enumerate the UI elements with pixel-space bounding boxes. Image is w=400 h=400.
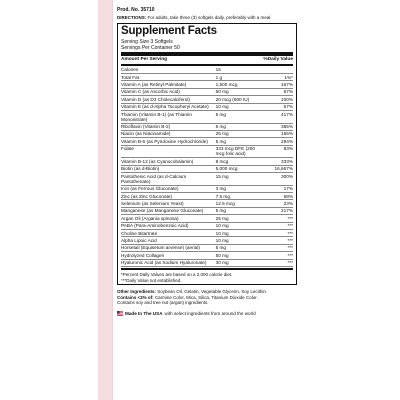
- made-in-text: with select ingredients from around the world: [164, 311, 256, 317]
- facts-title: Supplement Facts: [121, 24, 217, 37]
- nutrient-daily-value: ***: [255, 244, 293, 251]
- nutrient-daily-value: 17%: [255, 185, 293, 192]
- nutrient-row: [121, 259, 293, 266]
- nutrient-row: [121, 173, 293, 186]
- nutrient-amount: 10 mg: [216, 103, 256, 110]
- bottom-divider: [121, 268, 293, 270]
- allergen-note: Contains soy and tree nut (argan) ingredients.: [117, 299, 209, 305]
- nutrient-daily-value: 67%: [255, 103, 293, 110]
- nutrient-amount: 25 mg: [216, 215, 256, 222]
- nutrient-row: [121, 123, 293, 130]
- contains-label: Contains <2% of:: [117, 294, 154, 300]
- nutrient-amount: 20 mcg (800 IU): [216, 96, 256, 103]
- nutrient-row: [121, 81, 293, 88]
- nutrient-daily-value: 83%: [255, 145, 293, 158]
- mid-divider: [121, 64, 293, 66]
- nutrient-daily-value: ***: [255, 259, 293, 266]
- directions-label: DIRECTIONS:: [117, 14, 147, 20]
- nutrient-name: Thiamin (Vitamin B-1) (as Thiamin Mononitrate): [121, 110, 216, 123]
- nutrient-daily-value: ***: [255, 252, 293, 259]
- nutrient-name: Folate: [121, 145, 216, 158]
- nutrient-row: [121, 73, 293, 80]
- nutrient-amount: 3 mg: [216, 185, 256, 192]
- nutrient-amount: 5,000 mcg: [216, 165, 256, 172]
- nutrient-amount: 12.5 mcg: [216, 200, 256, 207]
- directions: [117, 15, 297, 20]
- footnote-daily-values: *Percent Daily Values are based on a 2,000 calorie diet.: [121, 271, 233, 277]
- left-margin: [0, 0, 98, 400]
- nutrient-row: [121, 130, 293, 137]
- nutrient-daily-value: 1%*: [255, 73, 293, 80]
- nutrient-row: [121, 193, 293, 200]
- nutrient-row: [121, 244, 293, 251]
- nutrient-name: Argan Oil (Argania spinosa): [121, 215, 216, 222]
- nutrient-amount: 333 mcg DFE (200 mcg folic acid): [215, 146, 255, 157]
- nutrient-daily-value: 67%: [255, 88, 293, 95]
- nutrient-daily-value: 417%: [255, 110, 293, 123]
- right-margin: [301, 0, 400, 400]
- nutrient-table: [121, 67, 293, 267]
- nutrient-row: [121, 96, 293, 103]
- nutrient-amount: 5 mg: [216, 138, 256, 145]
- nutrient-daily-value: 385%: [255, 123, 293, 130]
- directions-text: For adults, take three (3) softgels daily, preferably with a meal.: [147, 14, 272, 20]
- nutrient-amount: 5 mg: [216, 207, 256, 214]
- nutrient-amount: 15: [216, 67, 256, 74]
- supplement-label: [112, 0, 302, 400]
- nutrient-daily-value: ***: [255, 237, 293, 244]
- nutrient-daily-value: 294%: [255, 138, 293, 145]
- nutrient-name: Vitamin D (as D3 Cholecalciferol): [121, 96, 216, 103]
- made-in-usa: [117, 311, 297, 316]
- nutrient-amount: 7.5 mg: [216, 193, 256, 200]
- nutrient-amount: 1 g: [216, 73, 256, 80]
- nutrient-row: [121, 110, 293, 123]
- servings-per-container: Servings Per Container 50: [121, 44, 180, 51]
- usa-flag-icon: [117, 311, 123, 316]
- serving-size: Serving Size 3 Softgels: [121, 38, 173, 45]
- product-number: Prod. No. 35710: [117, 7, 155, 13]
- nutrient-name: Vitamin C (as Ascorbic Acid): [121, 88, 216, 95]
- nutrient-amount: 5 mg: [216, 110, 256, 123]
- nutrient-amount: 10 mg: [216, 229, 256, 236]
- nutrient-row: [121, 215, 293, 222]
- nutrient-daily-value: 300%: [255, 173, 293, 186]
- nutrient-name: Vitamin A (as Retinyl Palmitate): [121, 81, 216, 88]
- other-ingredients-text: Soybean Oil, Gelatin, Vegetable Glycerin, Soy Lecithin.: [157, 289, 268, 295]
- nutrient-row: [121, 252, 293, 259]
- nutrient-row: [121, 229, 293, 236]
- other-ingredients-label: Other Ingredients:: [117, 289, 157, 295]
- nutrient-name: Alpha Lipoic Acid: [121, 237, 216, 244]
- nutrient-row: [121, 207, 293, 214]
- nutrient-row: [121, 67, 293, 74]
- nutrient-amount: 1,500 mcg: [216, 81, 256, 88]
- nutrient-daily-value: 16,667%: [255, 165, 293, 172]
- nutrient-name: Total Fat: [121, 73, 216, 80]
- nutrient-amount: 50 mg: [216, 252, 256, 259]
- nutrient-name: Horsetail (Equisetum arvense) (aerial): [121, 244, 216, 251]
- nutrient-row: [121, 185, 293, 192]
- nutrient-daily-value: 333%: [255, 158, 293, 165]
- nutrient-name: Riboflavin (Vitamin B-2): [121, 123, 216, 130]
- nutrient-amount: 25 mg: [216, 130, 256, 137]
- nutrient-name: Zinc (as Zinc Gluconate): [121, 193, 216, 200]
- nutrient-name: Selenium (as Selenium Yeast): [121, 200, 216, 207]
- nutrient-amount: 10 mg: [216, 222, 256, 229]
- nutrient-daily-value: ***: [255, 222, 293, 229]
- made-in-label: Made In The USA: [125, 311, 163, 317]
- other-ingredients: [117, 289, 297, 305]
- amount-per-serving-header: Amount Per Serving: [121, 56, 168, 62]
- nutrient-row: [121, 222, 293, 229]
- nutrient-name: Iron (as Ferrous Gluconate): [121, 185, 216, 192]
- nutrient-row: [121, 145, 293, 158]
- nutrient-name: Manganese (as Manganese Gluconate): [121, 207, 216, 214]
- footnote-not-established: ***Daily Value not established.: [121, 278, 182, 284]
- nutrient-amount: 15 mg: [216, 173, 256, 186]
- nutrient-amount: 30 mg: [216, 259, 256, 266]
- nutrient-amount: 10 mg: [216, 237, 256, 244]
- thick-divider: [121, 52, 293, 56]
- nutrient-name: PABA (Para-Aminobenzoic Acid): [121, 222, 216, 229]
- nutrient-row: [121, 103, 293, 110]
- nutrient-daily-value: [255, 67, 293, 74]
- nutrient-name: Niacin (as Niacinamide): [121, 130, 216, 137]
- nutrient-row: [121, 158, 293, 165]
- nutrient-amount: 8 mcg: [216, 158, 256, 165]
- nutrient-name: Vitamin B-6 (as Pyridoxine Hydrochloride): [121, 138, 216, 145]
- nutrient-name: Vitamin E (as d-Alpha Tocopheryl Acetate): [121, 103, 216, 110]
- nutrient-row: [121, 165, 293, 172]
- nutrient-amount: 60 mg: [216, 88, 256, 95]
- nutrient-name: Hydrolyzed Collagen: [121, 252, 216, 259]
- nutrient-name: Choline Bitartrate: [121, 229, 216, 236]
- nutrient-daily-value: 23%: [255, 200, 293, 207]
- daily-value-header: %Daily Value: [263, 56, 293, 62]
- nutrient-amount: 5 mg: [216, 244, 256, 251]
- nutrient-name: Hyaluronic Acid (as Sodium Hyaluronate): [121, 259, 216, 266]
- nutrient-daily-value: 68%: [255, 193, 293, 200]
- facts-header: [121, 57, 293, 63]
- nutrient-daily-value: 156%: [255, 130, 293, 137]
- nutrient-name: Calories: [121, 67, 216, 74]
- nutrient-daily-value: ***: [255, 229, 293, 236]
- nutrient-name: Vitamin B-12 (as Cyanocobalamin): [121, 158, 216, 165]
- nutrient-row: [121, 237, 293, 244]
- nutrient-name: Pantothenic Acid (as d-Calcium Pantothenate): [121, 173, 216, 186]
- contains-text: Carmine Color, Mica, Silica, Titanium Dioxide Color.: [154, 294, 258, 300]
- nutrient-row: [121, 88, 293, 95]
- nutrient-daily-value: 100%: [255, 96, 293, 103]
- nutrient-daily-value: ***: [255, 215, 293, 222]
- nutrient-daily-value: 167%: [255, 81, 293, 88]
- nutrient-name: Biotin (as d-Biotin): [121, 165, 216, 172]
- nutrient-row: [121, 138, 293, 145]
- nutrient-row: [121, 200, 293, 207]
- nutrient-amount: 5 mg: [216, 123, 256, 130]
- supplement-facts-box: [117, 23, 297, 285]
- nutrient-daily-value: 217%: [255, 207, 293, 214]
